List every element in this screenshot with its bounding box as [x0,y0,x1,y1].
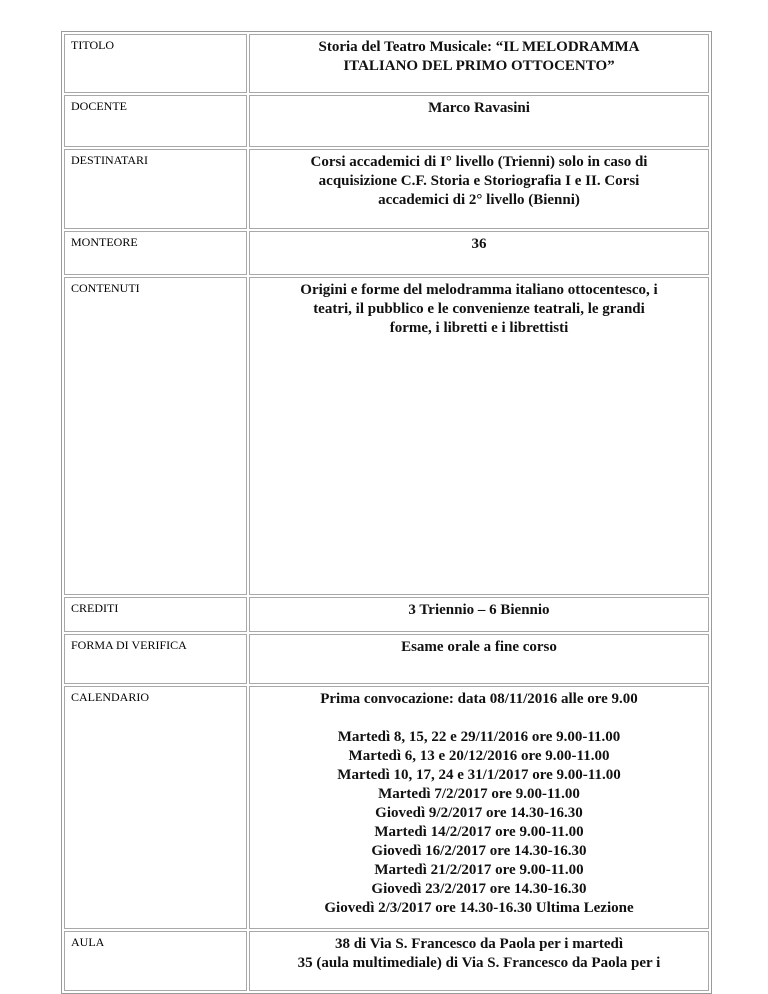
calendario-line-5: Giovedì 9/2/2017 ore 14.30-16.30 [375,805,583,821]
row-contenuti [64,277,709,595]
row-calendario [64,686,709,929]
calendario-line-4: Martedì 7/2/2017 ore 9.00-11.00 [378,786,580,802]
calendario-line-6: Martedì 14/2/2017 ore 9.00-11.00 [374,824,584,840]
titolo-line-1: Storia del Teatro Musicale: “IL MELODRAMMA [318,39,640,55]
row-forma-di-verifica [64,634,709,684]
value-forma-di-verifica [249,634,709,684]
label-crediti: CREDITI [64,597,247,632]
calendario-line-3: Martedì 10, 17, 24 e 31/1/2017 ore 9.00-11.00 [337,767,621,783]
contenuti-line-3: forme, i libretti e i librettisti [389,320,569,336]
row-aula [64,931,709,991]
value-docente [249,95,709,147]
aula-line-2: 35 (aula multimediale) di Via S. Francesco da Paola per i [297,955,661,971]
value-contenuti [249,277,709,595]
row-crediti [64,597,709,632]
contenuti-line-1: Origini e forme del melodramma italiano ottocentesco, i [300,282,658,298]
contenuti-line-2: teatri, il pubblico e le convenienze teatrali, le grandi [313,301,645,317]
titolo-line-2: ITALIANO DEL PRIMO OTTOCENTO” [343,58,615,74]
row-monteore [64,231,709,275]
calendario-spacer [256,709,702,728]
monteore-hours: 36 [471,236,487,252]
calendario-line-10: Giovedì 2/3/2017 ore 14.30-16.30 Ultima Lezione [324,900,634,916]
destinatari-line-1: Corsi accademici di I° livello (Trienni) solo in caso di [310,154,648,170]
destinatari-line-3: accademici di 2° livello (Bienni) [378,192,580,208]
value-aula [249,931,709,991]
calendario-line-2: Martedì 6, 13 e 20/12/2016 ore 9.00-11.00 [348,748,610,764]
calendario-line-9: Giovedì 23/2/2017 ore 14.30-16.30 [371,881,587,897]
calendario-line-8: Martedì 21/2/2017 ore 9.00-11.00 [374,862,584,878]
docente-name: Marco Ravasini [428,100,530,116]
label-aula: AULA [64,931,247,991]
destinatari-line-2: acquisizione C.F. Storia e Storiografia I e II. Corsi [318,173,640,189]
label-docente: DOCENTE [64,95,247,147]
calendario-line-7: Giovedì 16/2/2017 ore 14.30-16.30 [371,843,587,859]
label-forma-di-verifica: FORMA DI VERIFICA [64,634,247,684]
verifica-text: Esame orale a fine corso [401,639,557,655]
course-info-table [61,31,712,994]
row-destinatari [64,149,709,229]
label-titolo: TITOLO [64,34,247,93]
calendario-first-call: Prima convocazione: data 08/11/2016 alle ore 9.00 [320,691,638,707]
aula-line-1: 38 di Via S. Francesco da Paola per i martedì [334,936,624,952]
value-monteore [249,231,709,275]
value-titolo [249,34,709,93]
row-titolo [64,34,709,93]
label-calendario: CALENDARIO [64,686,247,929]
row-docente [64,95,709,147]
value-calendario [249,686,709,929]
value-crediti [249,597,709,632]
label-contenuti: CONTENUTI [64,277,247,595]
calendario-line-1: Martedì 8, 15, 22 e 29/11/2016 ore 9.00-11.00 [337,729,621,745]
label-monteore: MONTEORE [64,231,247,275]
value-destinatari [249,149,709,229]
label-destinatari: DESTINATARI [64,149,247,229]
crediti-text: 3 Triennio – 6 Biennio [408,602,550,618]
